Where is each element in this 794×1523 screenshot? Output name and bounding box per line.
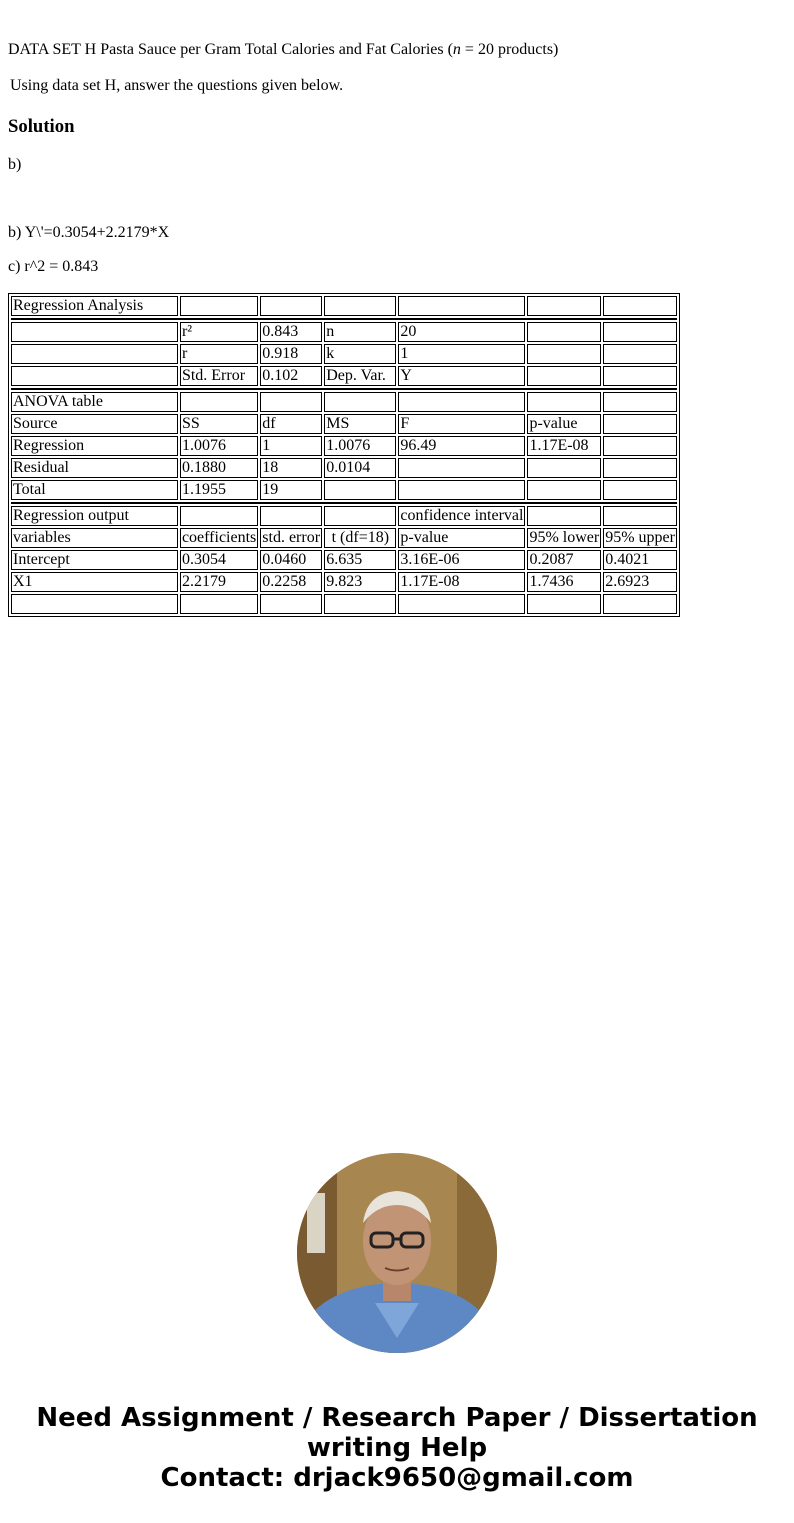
instruction-text: Using data set H, answer the questions given below. [10, 77, 344, 94]
anova-row: Regression 1.0076 1 1.0076 96.49 1.17E-08 [11, 436, 677, 456]
dataset-title [8, 40, 558, 60]
table-separator [11, 388, 677, 390]
author-avatar [297, 1153, 497, 1353]
stats-row: r 0.918 k 1 [11, 344, 677, 364]
output-row [11, 594, 677, 614]
title-suffix: = 20 products) [460, 41, 559, 58]
footer-line-1: Need Assignment / Research Paper / Dissertation [36, 1403, 758, 1433]
part-b-label: b) [8, 156, 22, 173]
part-c-r-squared: c) r^2 = 0.843 [8, 258, 99, 275]
table-title-row [11, 296, 677, 316]
anova-title: ANOVA table [11, 392, 178, 412]
anova-row: Total 1.1955 19 [11, 480, 677, 500]
output-title-row [11, 506, 677, 526]
output-title: Regression output [11, 506, 178, 526]
part-b-equation: b) Y\'=0.3054+2.2179*X [8, 224, 170, 241]
anova-row: Residual 0.1880 18 0.0104 [11, 458, 677, 478]
footer-line-2: writing Help [306, 1433, 488, 1463]
person-photo-icon [297, 1153, 497, 1353]
table-separator [11, 318, 677, 320]
contact-footer [0, 1403, 794, 1493]
table-separator [11, 502, 677, 504]
title-prefix: DATA SET H Pasta Sauce per Gram Total Calories and Fat Calories ( [8, 41, 453, 58]
title-n: n [452, 41, 461, 58]
stats-row: r² 0.843 n 20 [11, 322, 677, 342]
output-row: X1 2.2179 0.2258 9.823 1.17E-08 1.7436 2.6923 [11, 572, 677, 592]
solution-heading: Solution [8, 116, 75, 137]
regression-table [8, 293, 680, 617]
confidence-interval-label: confidence interval [400, 507, 524, 524]
anova-title-row [11, 392, 677, 412]
stats-row: Std. Error 0.102 Dep. Var. Y [11, 366, 677, 386]
output-row: Intercept 0.3054 0.0460 6.635 3.16E-06 0.2087 0.4021 [11, 550, 677, 570]
output-header-row: variables coefficients std. error t (df=18) p-value 95% lower 95% upper [11, 528, 677, 548]
table-title: Regression Analysis [11, 296, 178, 316]
footer-contact-email[interactable]: Contact: drjack9650@gmail.com [160, 1463, 634, 1493]
anova-header-row: Source SS df MS F p-value [11, 414, 677, 434]
